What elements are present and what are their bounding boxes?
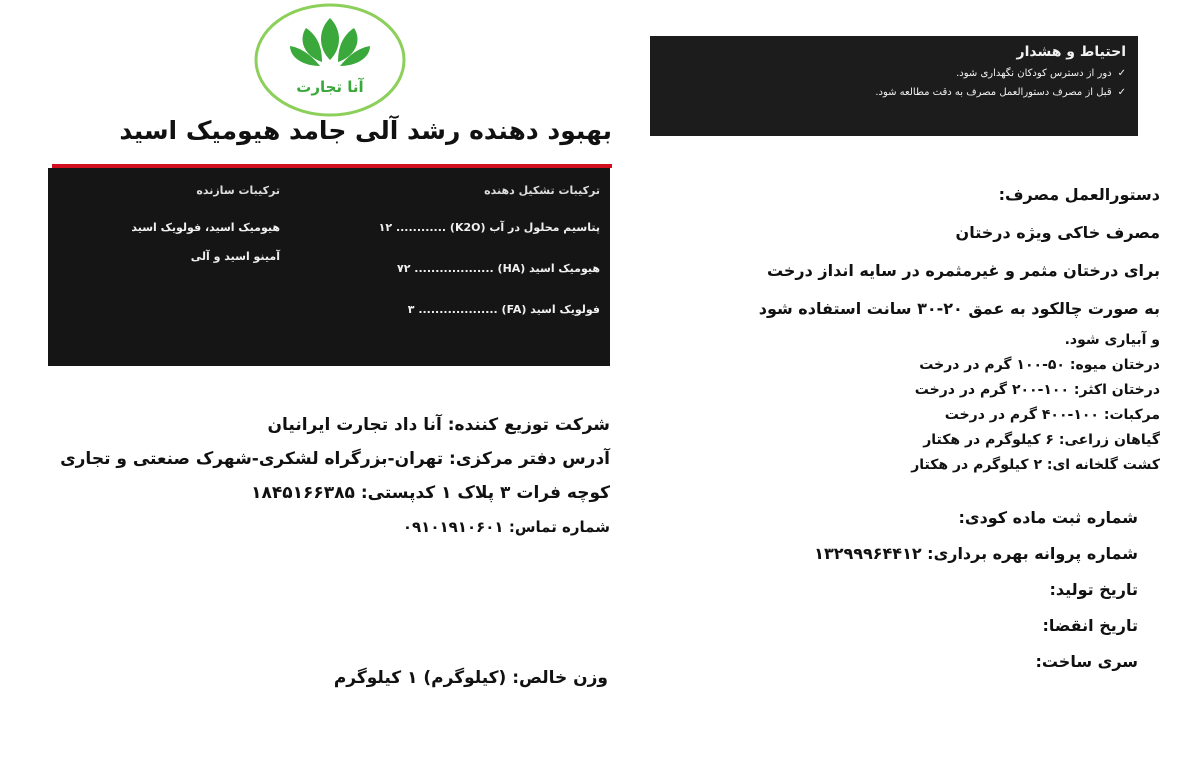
address-line: کوچه فرات ۳ پلاک ۱ کدپستی: ۱۸۴۵۱۶۶۳۸۵: [251, 483, 610, 503]
precaution-item: [662, 87, 1126, 98]
spec-left-value: هیومیک اسید، فولویک اسید: [131, 221, 280, 234]
usage-rate: درختان اکثر: ۱۰۰-۲۰۰ گرم در درخت: [914, 382, 1160, 398]
spec-left-header: ترکیبات سازنده: [196, 184, 280, 197]
product-title: بهبود دهنده رشد آلی جامد هیومیک اسید: [119, 116, 612, 145]
usage-line: مصرف خاکی ویژه درختان: [955, 223, 1160, 242]
net-weight: وزن خالص: (کیلوگرم) ۱ کیلوگرم: [333, 668, 608, 688]
usage-heading: دستورالعمل مصرف:: [998, 185, 1160, 204]
usage-rate: درختان میوه: ۵۰-۱۰۰ گرم در درخت: [919, 357, 1160, 373]
usage-rate: کشت گلخانه ای: ۲ کیلوگرم در هکتار: [911, 457, 1160, 473]
distributor-line: شرکت توزیع کننده: آنا داد تجارت ایرانیان: [267, 415, 610, 435]
usage-line: برای درختان مثمر و غیرمثمره در سایه انداز درخت: [766, 261, 1160, 280]
registration-number: شماره ثبت ماده کودی:: [958, 508, 1138, 527]
usage-instructions: [640, 176, 1160, 478]
precaution-text: قبل از مصرف دستورالعمل مصرف به دقت مطالعه شود.: [875, 87, 1112, 98]
precautions-box: [650, 36, 1138, 136]
batch-number: سری ساخت:: [1035, 652, 1138, 671]
precautions-title: احتیاط و هشدار: [1016, 44, 1126, 60]
phone-line: شماره تماس: ۰۹۱۰۱۹۱۰۶۰۱: [402, 518, 610, 536]
expiry-date: تاریخ انقضا:: [1042, 616, 1138, 635]
precaution-item: [662, 68, 1126, 79]
address-line: آدرس دفتر مرکزی: تهران-بزرگراه لشکری-شهرک صنعتی و تجاری: [60, 449, 610, 469]
spec-row: پتاسیم محلول در آب (K2O) ............ ۱۲: [378, 221, 600, 234]
check-icon: ✓: [1117, 68, 1126, 79]
spec-row: فولویک اسید (FA) ................... ۳: [407, 303, 600, 316]
usage-line: و آبیاری شود.: [1064, 332, 1160, 348]
company-info: [30, 408, 610, 544]
spec-row: هیومیک اسید (HA) ................... ۷۲: [397, 262, 600, 275]
spec-right-column: [330, 184, 600, 344]
license-number: شماره پروانه بهره برداری: ۱۳۲۹۹۹۶۴۴۱۲: [814, 544, 1138, 563]
registration-info: [640, 500, 1138, 680]
spec-right-header: ترکیبات تشکیل دهنده: [484, 184, 600, 197]
precaution-text: دور از دسترس کودکان نگهداری شود.: [956, 68, 1112, 79]
spec-left-value: آمینو اسید و آلی: [190, 250, 280, 263]
logo-graphic: [252, 2, 408, 118]
usage-rate: مرکبات: ۱۰۰-۴۰۰ گرم در درخت: [944, 407, 1160, 423]
spec-left-column: [60, 184, 280, 263]
check-icon: ✓: [1117, 87, 1126, 98]
company-logo: [252, 2, 408, 118]
usage-rate: گیاهان زراعی: ۶ کیلوگرم در هکتار: [923, 432, 1160, 448]
production-date: تاریخ تولید:: [1049, 580, 1138, 599]
spec-table: [48, 168, 610, 366]
usage-line: به صورت چالکود به عمق ۲۰-۳۰ سانت استفاده شود: [758, 299, 1160, 318]
logo-text: آنا تجارت: [296, 78, 364, 96]
